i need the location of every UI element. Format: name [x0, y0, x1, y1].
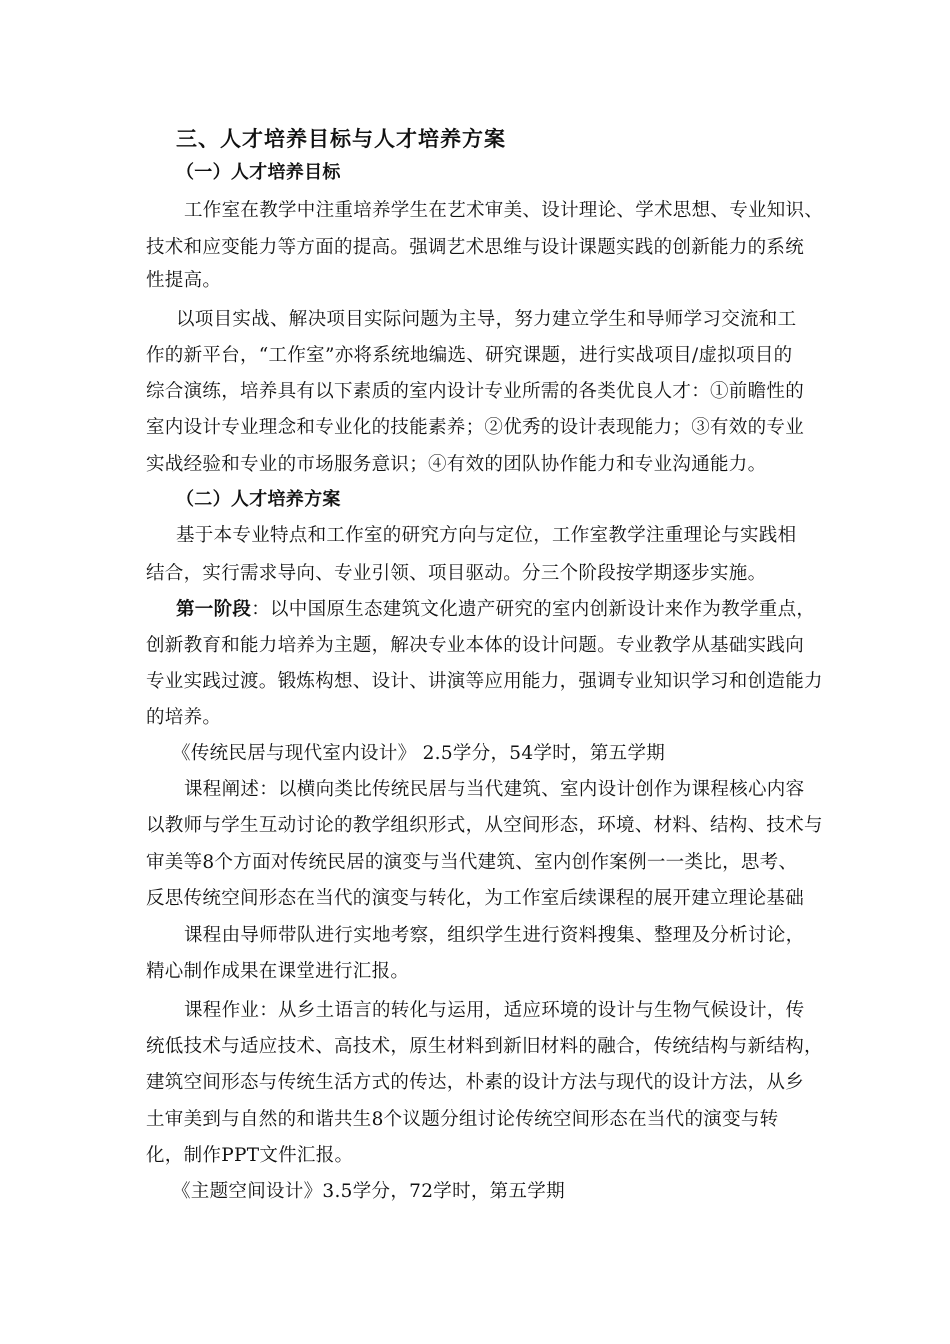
subsection-title-goals: （一）人才培养目标 — [176, 162, 341, 183]
course-header-traditional-dwellings: 《传统民居与现代室内设计》 2.5学分，54学时，第五学期 — [172, 743, 666, 764]
paragraph-line: 室内设计专业理念和专业化的技能素养；②优秀的设计表现能力；③有效的专业 — [146, 417, 805, 438]
paragraph-line: 以教师与学生互动讨论的教学组织形式，从空间形态，环境、材料、结构、技术与 — [146, 815, 823, 836]
section-title: 三、人才培养目标与人才培养方案 — [176, 127, 506, 151]
paragraph-line: 化，制作PPT文件汇报。 — [146, 1145, 354, 1166]
paragraph-line: 审美等8个方面对传统民居的演变与当代建筑、室内创作案例一一类比，思考、 — [146, 852, 798, 873]
course-header-theme-space: 《主题空间设计》3.5学分，72学时，第五学期 — [172, 1181, 565, 1202]
stage-one-label: 第一阶段 — [176, 599, 252, 620]
paragraph-line: 建筑空间形态与传统生活方式的传达，朴素的设计方法与现代的设计方法，从乡 — [146, 1072, 805, 1093]
paragraph-line: 工作室在教学中注重培养学生在艺术审美、设计理论、学术思想、专业知识、 — [184, 200, 824, 221]
paragraph-line: 综合演练，培养具有以下素质的室内设计专业所需的各类优良人才：①前瞻性的 — [146, 381, 805, 402]
paragraph-line: 性提高。 — [146, 270, 222, 291]
paragraph-line: 基于本专业特点和工作室的研究方向与定位，工作室教学注重理论与实践相 — [176, 525, 797, 546]
paragraph-line: 技术和应变能力等方面的提高。强调艺术思维与设计课题实践的创新能力的系统 — [146, 237, 805, 258]
paragraph-line: 结合，实行需求导向、专业引领、项目驱动。分三个阶段按学期逐步实施。 — [146, 563, 767, 584]
stage-one-text: ：以中国原生态建筑文化遗产研究的室内创新设计来作为教学重点， — [251, 599, 816, 620]
paragraph-line: 课程由导师带队进行实地考察，组织学生进行资料搜集、整理及分析讨论， — [184, 925, 805, 946]
paragraph-line: 精心制作成果在课堂进行汇报。 — [146, 961, 410, 982]
paragraph-line: 创新教育和能力培养为主题，解决专业本体的设计问题。专业教学从基础实践向 — [146, 635, 805, 656]
paragraph-line: 实战经验和专业的市场服务意识；④有效的团队协作能力和专业沟通能力。 — [146, 454, 767, 475]
paragraph-line: 反思传统空间形态在当代的演变与转化，为工作室后续课程的展开建立理论基础 — [146, 888, 805, 909]
paragraph-line: 统低技术与适应技术、高技术，原生材料到新旧材料的融合，传统结构与新结构， — [146, 1036, 823, 1057]
paragraph-line: 课程阐述：以横向类比传统民居与当代建筑、室内设计创作为课程核心内容 — [184, 779, 805, 800]
paragraph-line: 以项目实战、解决项目实际问题为主导，努力建立学生和导师学习交流和工 — [176, 309, 797, 330]
paragraph-line: 课程作业：从乡土语言的转化与运用，适应环境的设计与生物气候设计，传 — [184, 1000, 805, 1021]
paragraph-line: 土审美到与自然的和谐共生8个议题分组讨论传统空间形态在当代的演变与转 — [146, 1109, 779, 1130]
paragraph-line: 专业实践过渡。锻炼构想、设计、讲演等应用能力，强调专业知识学习和创造能力 — [146, 671, 823, 692]
subsection-title-plan: （二）人才培养方案 — [176, 489, 341, 510]
paragraph-line: 的培养。 — [146, 707, 222, 728]
paragraph-line — [176, 597, 815, 623]
paragraph-line: 作的新平台，“工作室”亦将系统地编选、研究课题，进行实战项目/虚拟项目的 — [146, 345, 793, 366]
